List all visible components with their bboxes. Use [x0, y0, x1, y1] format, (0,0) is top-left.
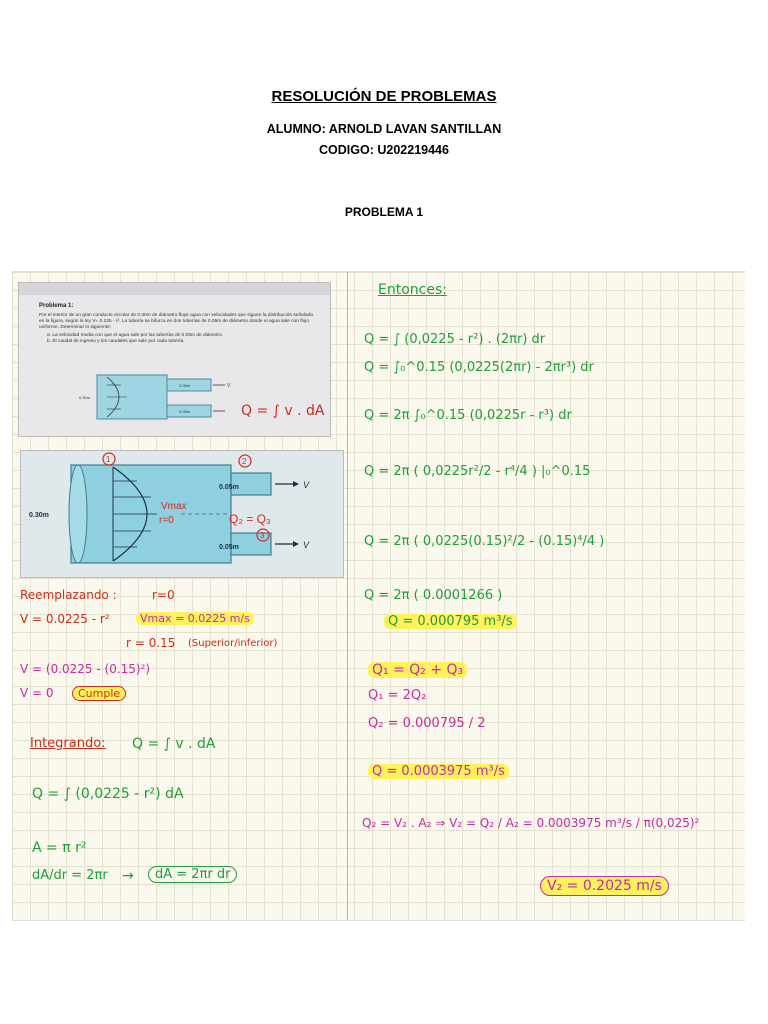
q1-2q2: Q₁ = 2Q₂ [368, 688, 427, 703]
page-divider [347, 272, 348, 920]
problem-statement-photo [18, 282, 331, 437]
v-zero: V = 0 [20, 686, 54, 700]
page-title: RESOLUCIÓN DE PROBLEMAS [271, 88, 497, 105]
q-result: Q = 0.000795 m³/s [384, 614, 517, 629]
statement-item-b: b. El caudal de ingreso y los caudales que sale por cada tubería. [47, 339, 185, 344]
student-name: ALUMNO: ARNOLD LAVAN SANTILLAN [266, 122, 502, 136]
dA-result: dA = 2πr dr [148, 866, 237, 883]
small-d-top: 0.05m [179, 383, 191, 388]
notebook-page [12, 271, 745, 921]
q2-result: Q = 0.0003975 m³/s [368, 764, 509, 779]
fig-v-bot: V [303, 540, 310, 550]
q-integral-2: Q = ∫ (0,0225 - r²) dA [32, 786, 184, 802]
arrow-symbol: → [122, 868, 134, 884]
continuity-eq: Q₁ = Q₂ + Q₃ [368, 662, 467, 678]
fig-q-rel: Q₂ = Q₃ [229, 512, 271, 526]
cumple-badge: Cumple [72, 686, 126, 701]
q-def-photo: Q = ∫ v . dA [241, 403, 325, 419]
fig-n3: 3 [260, 531, 265, 540]
fig-d-bot: 0.05m [219, 544, 239, 551]
q-line-2: Q = ∫₀^0.15 (0,0225(2πr) - 2πr³) dr [364, 360, 594, 375]
replace-r: r=0 [152, 588, 175, 602]
v-substitution: V = (0.0225 - (0.15)²) [20, 662, 151, 676]
small-v: V [227, 383, 231, 389]
q-line-4: Q = 2π ( 0,0225r²/2 - r⁴/4 ) |₀^0.15 [364, 464, 591, 479]
fig-n1: 1 [106, 455, 111, 464]
q-line-5: Q = 2π ( 0,0225(0.15)²/2 - (0.15)⁴/4 ) [364, 534, 605, 549]
r-equation: r = 0.15 [126, 636, 176, 650]
fig-vmax: Vmax [161, 501, 187, 512]
then-label: Entonces: [378, 282, 447, 298]
q-line-3: Q = 2π ∫₀^0.15 (0,0225r - r³) dr [364, 408, 572, 423]
velocity-equation: Q₂ = V₂ . A₂ ⇒ V₂ = Q₂ / A₂ = 0.0003975 m³/s / π(0,025)² [362, 816, 700, 830]
fig-v-top: V [303, 480, 310, 490]
fig-d-top: 0.05m [219, 484, 239, 491]
r-note: (Superior/inferior) [188, 638, 278, 649]
statement-title: Problema 1: [39, 303, 74, 309]
q-line-1: Q = ∫ (0,0225 - r²) . (2πr) dr [364, 332, 546, 347]
dA-dr: dA/dr = 2πr [32, 868, 108, 883]
small-d-in: 0.30m [79, 395, 91, 400]
q-integral: Q = ∫ v . dA [132, 736, 216, 752]
pipe-diagram [21, 451, 343, 577]
v-equation: V = 0.0225 - r² [20, 612, 110, 626]
statement-item-a: a. La velocidad media con que el agua sale por las tuberías de 0.05m de diámetro. [47, 333, 223, 338]
vmax-equation: Vmax = 0.0225 m/s [136, 612, 254, 625]
problem-heading: PROBLEMA 1 [344, 205, 424, 219]
small-d-bot: 0.05m [179, 409, 191, 414]
fig-n2: 2 [242, 457, 247, 466]
replace-label: Reemplazando : [20, 588, 117, 602]
pipe-figure-photo [20, 450, 344, 578]
statement-body: Por el interior de un gran conducto circular de 0.30m de diámetro fluye agua con velocidades que siguen la distribución señalada en la figura, según la ley V= 0.225 - r². La tubería se bifurca en dos tuberías de 0.05m de diámetro donde el agua sale con flujo uniforme. Determinar lo siguiente: [39, 313, 313, 330]
q-line-6: Q = 2π ( 0.0001266 ) [364, 588, 503, 603]
integrating-label: Integrando: [30, 736, 106, 751]
velocity-result: V₂ = 0.2025 m/s [540, 876, 669, 896]
fig-r0: r=0 [159, 515, 174, 526]
student-code: CODIGO: U202219446 [319, 143, 449, 157]
q2-division: Q₂ = 0.000795 / 2 [368, 716, 486, 731]
area-equation: A = π r² [32, 840, 87, 856]
fig-d-in: 0.30m [29, 512, 49, 519]
